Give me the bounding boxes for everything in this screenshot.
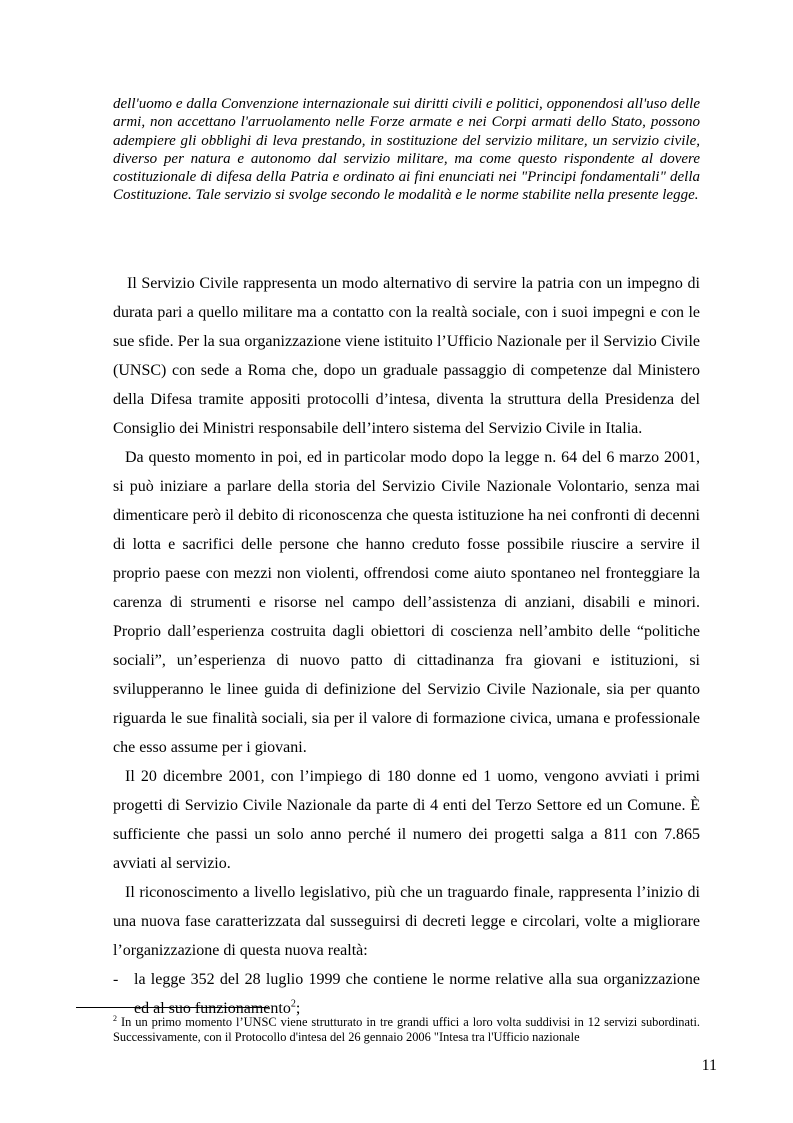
paragraph-riconoscimento: Il riconoscimento a livello legislativo, più che un traguardo finale, rappresenta l’inizio di una nuova fase caratterizzata dal susseguirsi di decreti legge e circolari, volte a migliorare l’organizzazione di questa nuova realtà:: [113, 884, 700, 959]
paragraph-primi-progetti: Il 20 dicembre 2001, con l’impiego di 180 donne ed 1 uomo, vengono avviati i primi progetti di Servizio Civile Nazionale da parte di 4 enti del Terzo Settore ed un Comune. È sufficiente che passi un solo anno perché il numero dei progetti salga a 811 con 7.865 avviati al servizio.: [113, 768, 700, 872]
italic-quote: dell'uomo e dalla Convenzione internazionale sui diritti civili e politici, opponendosi all'uso delle armi, non accettano l'arruolamento nelle Forze armate e nei Corpi armati dello Stato, possono adempiere gli obblighi di leva prestando, in sostituzione del servizio militare, un servizio civile, diverso per natura e autonomo dal servizio militare, ma come questo rispondente al dovere costituzionale di difesa della Patria e ordinato ai fini enunciati nei "Principi fondamentali" della Costituzione. Tale servizio si svolge secondo le modalità e le norme stabilite nella presente legge.: [113, 96, 700, 204]
footnote-text: In un primo momento l’UNSC viene strutturato in tre grandi uffici a loro volta suddivisi in 12 servizi subordinati. Successivamente, con il Protocollo d'intesa del 26 gennaio 2006 "Intesa tra l'Ufficio nazionale: [113, 1015, 700, 1044]
body-text: [113, 269, 700, 1023]
footnote: [113, 1015, 700, 1045]
paragraph-servizio-civile: Il Servizio Civile rappresenta un modo alternativo di servire la patria con un impegno di durata pari a quello militare ma a contatto con la realtà sociale, con i suoi impegni e con le sue sfide. Per la sua organizzazione viene istituito l’Ufficio Nazionale per il Servizio Civile (UNSC) con sede a Roma che, dopo un graduale passaggio di competenze dal Ministero della Difesa tramite appositi protocolli d’intesa, diventa la struttura della Presidenza del Consiglio dei Ministri responsabile dell’intero sistema del Servizio Civile in Italia.: [113, 275, 700, 437]
footnote-number: 2: [113, 1013, 117, 1023]
paragraph-storia: Da questo momento in poi, ed in particolar modo dopo la legge n. 64 del 6 marzo 2001, si può iniziare a parlare della storia del Servizio Civile Nazionale Volontario, senza mai dimenticare però il debito di riconoscenza che questa istituzione ha nei confronti di decenni di lotta e sacrifici delle persone che hanno creduto fosse possibile riuscire a servire il proprio paese con mezzi non violenti, offrendosi come aiuto spontaneo nel fronteggiare la carenza di strumenti e risorse nel campo dell’assistenza di anziani, disabili e minori. Proprio dall’esperienza costruita dagli obiettori di coscienza nell’ambito delle “politiche sociali”, un’esperienza di nuovo patto di cittadinanza fra giovani e istituzioni, si svilupperanno le linee guida di definizione del Servizio Civile Nazionale, sia per quanto riguarda le sue finalità sociali, sia per il valore di formazione civica, umana e professionale che esso assume per i giovani.: [113, 449, 700, 756]
list-item-end: ;: [295, 1000, 301, 1017]
page-number: 11: [701, 1057, 717, 1074]
footnote-separator: [76, 1007, 268, 1008]
list-dash: -: [113, 971, 119, 988]
footnote-reference[interactable]: 2: [290, 998, 296, 1010]
list-item-text: la legge 352 del 28 luglio 1999 che contiene le norme relative alla sua organizzazione ed al suo funzionamento: [134, 971, 700, 1017]
